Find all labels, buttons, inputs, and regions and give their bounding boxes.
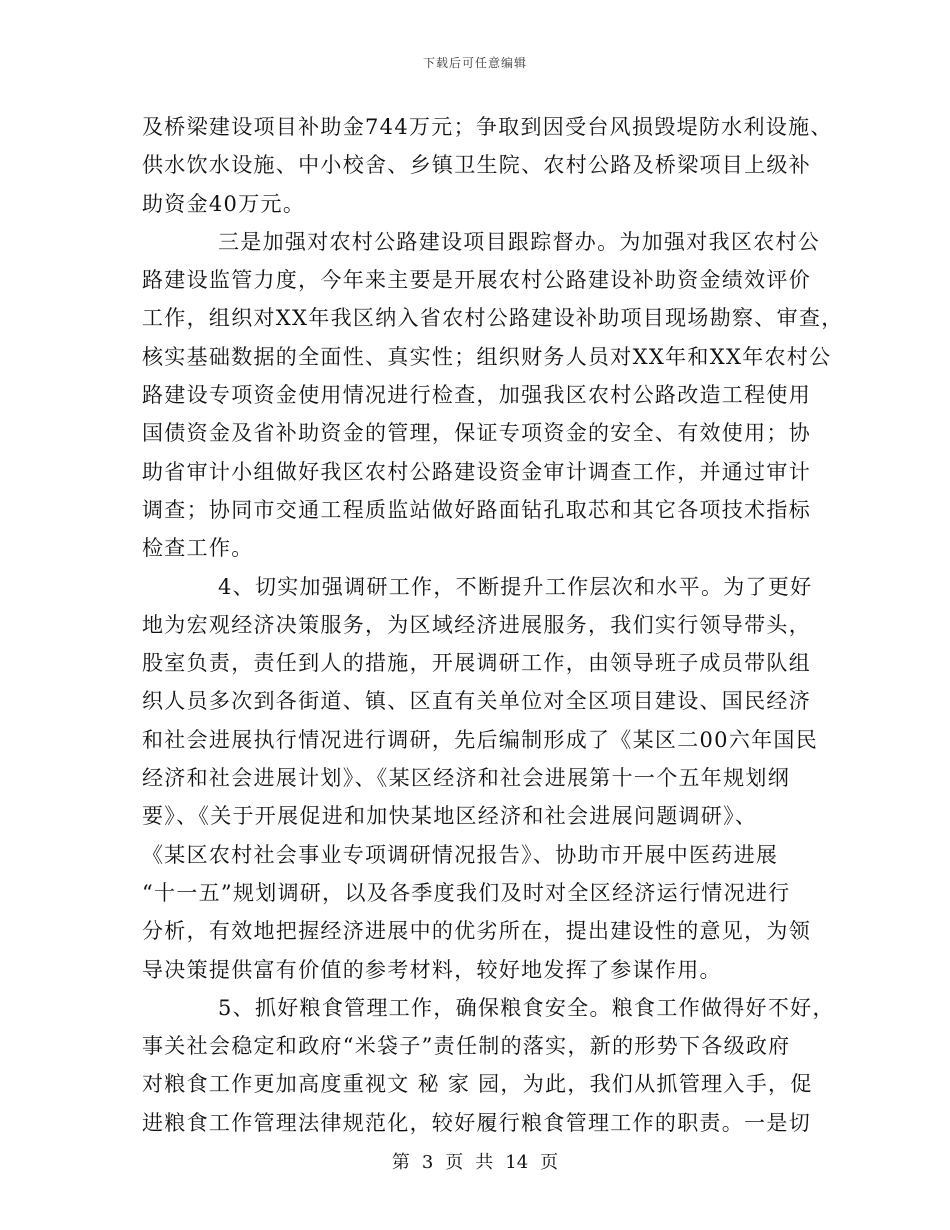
total-pages-number: 14 <box>505 1152 529 1173</box>
text-line: 股室负责，责任到人的措施，开展调研工作，由领导班子成员带队组 <box>142 651 811 676</box>
paragraph-start-line: 4、切实加强调研工作，不断提升工作层次和水平。为了更好 <box>218 574 813 599</box>
text-line: 地为宏观经济决策服务，为区域经济进展服务，我们实行领导带头， <box>142 612 811 637</box>
text-line: 调查；协同市交通工程质监站做好路面钻孔取芯和其它各项技术指标 <box>142 497 811 522</box>
text-line: 分析，有效地把握经济进展中的优劣所在，提出建设性的意见，为领 <box>142 919 811 944</box>
page-word: 页 <box>445 1152 464 1173</box>
text-line: 工作，组织对XX年我区纳入省农村公路建设补助项目现场勘察、审查， <box>142 306 844 331</box>
text-line: 供水饮水设施、中小校舍、乡镇卫生院、农村公路及桥梁项目上级补 <box>142 153 811 178</box>
text-line: 导决策提供富有价值的参考材料，较好地发挥了参谋作用。 <box>142 957 722 982</box>
text-line: 织人员多次到各街道、镇、区直有关单位对全区项目建设、国民经济 <box>142 689 811 714</box>
text-line: 路建设监管力度，今年来主要是开展农村公路建设补助资金绩效评价 <box>142 268 811 293</box>
text-line: 对粮食工作更加高度重视文 秘 家 园，为此，我们从抓管理入手，促 <box>142 1072 813 1097</box>
text-line: 进粮食工作管理法律规范化，较好履行粮食管理工作的职责。一是切 <box>142 1110 811 1135</box>
text-line: 助省审计小组做好我区农村公路建设资金审计调查工作，并通过审计 <box>142 459 811 484</box>
total-label: 共 <box>475 1152 494 1173</box>
text-line: 路建设专项资金使用情况进行检查，加强我区农村公路改造工程使用 <box>142 383 811 408</box>
text-line: 检查工作。 <box>142 536 254 561</box>
text-line: 及桥梁建设项目补助金744万元；争取到因受台风损毁堤防水利设施、 <box>142 115 833 139</box>
text-line: 《某区农村社会事业专项调研情况报告》、协助市开展中医药进展 <box>142 842 779 867</box>
text-line: 国债资金及省补助资金的管理，保证专项资金的安全、有效使用；协 <box>142 421 811 446</box>
text-line: 核实基础数据的全面性、真实性；组织财务人员对XX年和XX年农村公 <box>142 344 832 369</box>
text-line: 助资金40万元。 <box>142 191 306 216</box>
text-line: 经济和社会进展计划》、《某区经济和社会进展第十一个五年规划纲 <box>142 766 790 791</box>
page-prefix: 第 <box>391 1152 410 1173</box>
text-line: “十一五”规划调研，以及各季度我们及时对全区经济运行情况进行 <box>142 880 791 905</box>
page-header: 下载后可任意编辑 <box>422 56 527 70</box>
document-body <box>142 108 844 1142</box>
page-footer <box>0 1148 950 1174</box>
current-page-number: 3 <box>421 1152 434 1173</box>
paragraph-start-line: 三是加强对农村公路建设项目跟踪督办。为加强对我区农村公 <box>218 229 821 254</box>
text-line: 要》、《关于开展促进和加快某地区经济和社会进展问题调研》、 <box>142 804 758 829</box>
text-line: 事关社会稳定和政府“米袋子”责任制的落实，新的形势下各级政府 <box>142 1034 791 1059</box>
page-suffix: 页 <box>540 1152 559 1173</box>
text-line: 和社会进展执行情况进行调研，先后编制形成了《某区二00六年国民 <box>142 727 819 752</box>
paragraph-start-line: 5、抓好粮食管理工作，确保粮食安全。粮食工作做得好不好， <box>218 995 835 1020</box>
